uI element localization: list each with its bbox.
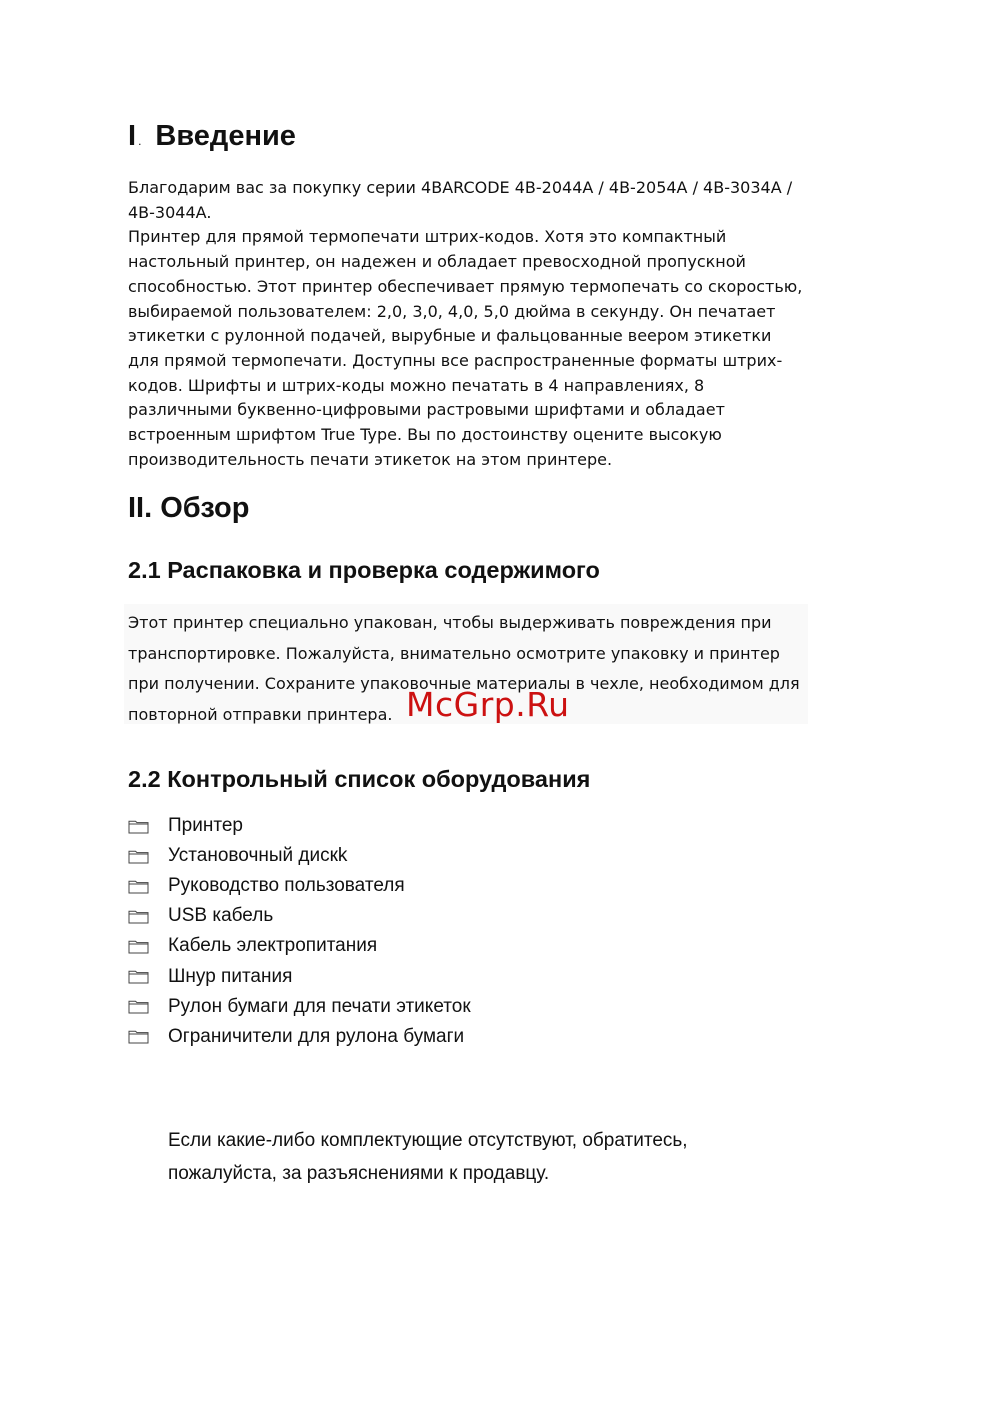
checklist-item	[128, 871, 471, 901]
watermark: McGrp.Ru	[406, 685, 570, 724]
checklist-item	[128, 931, 471, 961]
section-2-heading: II. Обзор	[128, 492, 250, 524]
checklist-item-label: Руководство пользователя	[168, 875, 405, 897]
subsection-2-2-heading: 2.2 Контрольный список оборудования	[128, 766, 591, 792]
subsection-2-1-heading: 2.1 Распаковка и проверка содержимого	[128, 557, 600, 583]
checklist-item-label: USB кабель	[168, 905, 274, 927]
checklist-item-label: Кабель электропитания	[168, 935, 378, 957]
checklist-item-label: Шнур питания	[168, 965, 293, 987]
checklist-item	[128, 992, 471, 1022]
missing-parts-note: Если какие-либо комплектующие отсутствуют, обратитесь, пожалуйста, за разъяснениями к продавцу.	[168, 1130, 688, 1184]
folder-icon	[128, 999, 168, 1014]
checklist-item	[128, 1022, 471, 1052]
checklist-item	[128, 811, 471, 841]
equipment-checklist	[128, 811, 471, 1052]
folder-icon	[128, 819, 168, 834]
section-1-heading	[128, 120, 296, 153]
folder-icon	[128, 849, 168, 864]
folder-icon	[128, 1029, 168, 1044]
folder-icon	[128, 969, 168, 984]
checklist-item-label: Рулон бумаги для печати этикеток	[168, 995, 471, 1017]
folder-icon	[128, 939, 168, 954]
checklist-item-label: Ограничители для рулона бумаги	[168, 1025, 465, 1047]
section-1-dot: .	[138, 134, 142, 148]
checklist-item	[128, 901, 471, 931]
checklist-item	[128, 841, 471, 871]
section-1-title: Введение	[155, 120, 296, 152]
folder-icon	[128, 879, 168, 894]
folder-icon	[128, 909, 168, 924]
unpacking-paragraph: Этот принтер специально упакован, чтобы выдерживать повреждения при транспортировке. Пожалуйста, внимательно осмотрите упаковку и принтер при получении. Сохраните упаковочные материалы в чехле, необходимом для повторной отправки принтера.	[128, 613, 800, 724]
checklist-item	[128, 961, 471, 991]
checklist-item-label: Принтер	[168, 815, 243, 837]
checklist-item-label: Установочный дискk	[168, 845, 348, 867]
introduction-paragraph: Благодарим вас за покупку серии 4BARCODE 4B-2044A / 4B-2054A / 4B-3034A / 4B-3044A. Принтер для прямой термопечати штрих-кодов. Хотя это компактный настольный принтер, он надежен и обладает превосходной пропускной способностью. Этот принтер обеспечивает прямую термопечать со скоростью, выбираемой пользователем: 2,0, 3,0, 4,0, 5,0 дюйма в секунду. Он печатает этикетки с рулонной подачей, вырубные и фальцованные веером этикетки для прямой термопечати. Доступны все распространенные форматы штрих- кодов. Шрифты и штрих-коды можно печатать в 4 направлениях, 8 различными буквенно-цифровыми растровыми шрифтами и обладает встроенным шрифтом True Type. Вы по достоинству оцените высокую производительность печати этикеток на этом принтере.	[128, 178, 803, 469]
section-1-numeral: I	[128, 120, 137, 152]
